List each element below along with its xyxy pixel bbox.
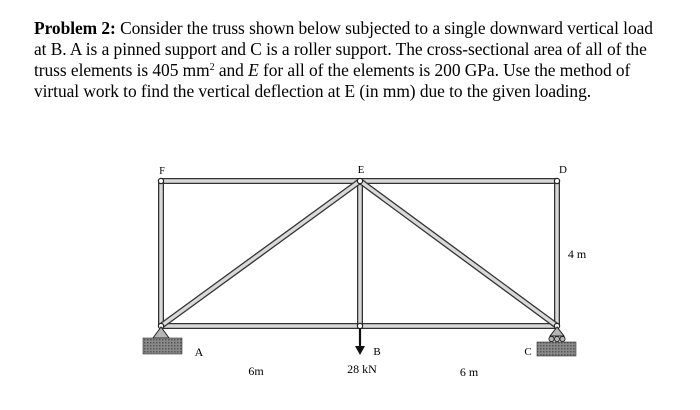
problem-heading: Problem 2:	[34, 18, 116, 38]
node-label-A: A	[194, 345, 204, 359]
joint-F	[158, 178, 163, 183]
problem-line-3-a: truss elements is 405 mm	[34, 60, 210, 80]
joint-B	[357, 323, 362, 328]
problem-line-3-b: and	[214, 60, 249, 80]
node-label-C: C	[524, 346, 532, 358]
height-label: 4 m	[567, 247, 587, 261]
span-right-label: 6 m	[459, 365, 479, 379]
roller-support-C	[537, 327, 576, 356]
problem-line-1-text: Consider the truss shown below subjected to a single downward vertical load	[115, 18, 653, 38]
node-label-D: D	[559, 164, 567, 176]
problem-line-2: at B. A is a pinned support and C is a roller support. The cross-sectional area of all of the	[34, 39, 647, 59]
problem-line-3-c: for all of the elements is 200 GPa. Use the method of	[258, 60, 631, 80]
modulus-symbol: E	[248, 60, 259, 80]
pin-support-A	[143, 327, 182, 354]
node-label-E: E	[357, 164, 365, 176]
problem-line-4: virtual work to find the vertical deflection at E (in mm) due to the given loading.	[34, 81, 592, 101]
truss-members	[161, 181, 557, 326]
load-arrow-B	[355, 328, 365, 355]
joint-D	[554, 178, 559, 183]
member-AE	[161, 181, 360, 326]
node-label-B: B	[373, 346, 381, 358]
node-label-F: F	[159, 166, 165, 177]
joint-E	[357, 178, 362, 183]
member-EC	[360, 181, 557, 326]
span-left-label: 6m	[248, 364, 264, 378]
area-exponent: 2	[209, 62, 215, 73]
load-label: 28 kN	[347, 362, 377, 376]
